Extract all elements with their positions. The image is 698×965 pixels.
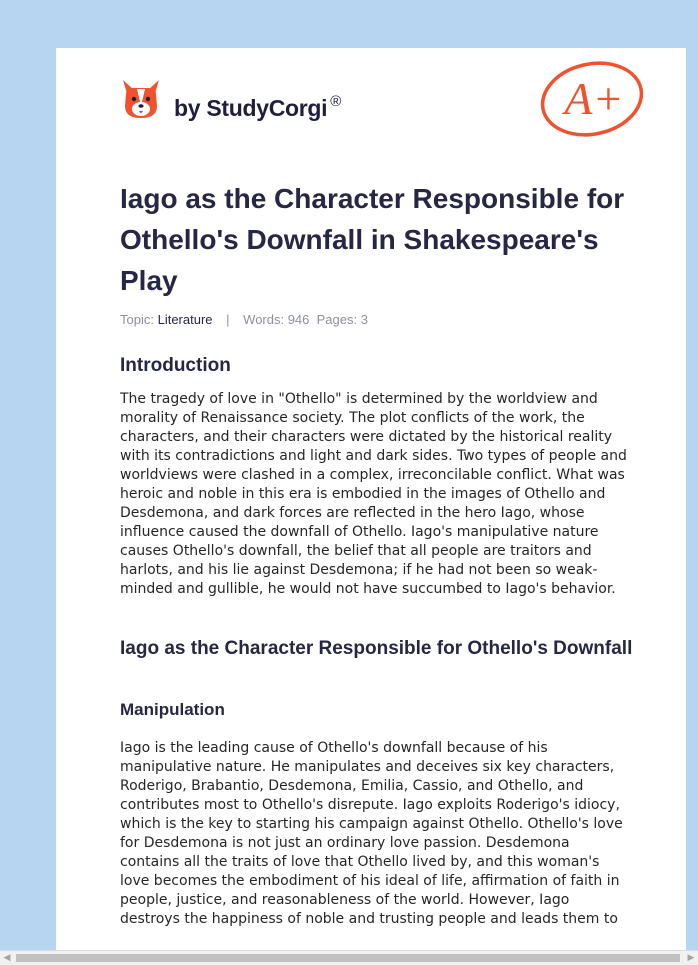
manipulation-paragraph: Iago is the leading cause of Othello's downfall because of his manipulative nature. He manipulates and deceives six key characters, Roderigo, Brabantio, Desdemona, Emilia, Cassio, and Othello, and contributes most to Othello's disrepute. Iago exploits Roderigo's idiocy, which is the key to starting his campaign against Othello. Othello's love for Desdemona is not just an ordinary love passion. Desdemona contains all the traits of love that Othello lived by, and this woman's love becomes the embodiment of his ideal of life, affirmation of faith in people, justice, and reasonableness of the world. However, Iago destroys the happiness of noble and trusting people and leads them to: [120, 740, 623, 927]
brand-text: by StudyCorgi: [174, 95, 328, 121]
horizontal-scrollbar[interactable]: [0, 950, 698, 965]
corgi-icon: [120, 76, 162, 120]
brand-name: [174, 93, 341, 122]
topic-label: Topic:: [120, 312, 154, 327]
topic-link[interactable]: Literature: [157, 312, 213, 327]
word-count: Words: 946: [243, 312, 310, 327]
section-heading-iago: Iago as the Character Responsible for Othello's Downfall: [120, 638, 633, 659]
grade-text: A+: [564, 73, 624, 124]
introduction-heading: Introduction: [120, 355, 231, 376]
introduction-paragraph: The tragedy of love in "Othello" is determined by the worldview and morality of Renaissance society. The plot conflicts of the work, the characters, and their characters were dictated by the historical reality with its contradictions and light and dark sides. Two types of people and worldviews were clashed in a complex, irreconcilable conflict. What was heroic and noble in this era is embodied in the images of Othello and Desdemona, and dark forces are reflected in the hero Iago, whose influence caused the downfall of Othello. Iago's manipulative nature causes Othello's downfall, the belief that all people are traitors and harlots, and his lie against Desdemona; if he had not been so weak-minded and gullible, he would not have succumbed to Iago's behavior.: [120, 391, 627, 597]
scroll-left-arrow-icon[interactable]: ◀: [3, 953, 11, 963]
page-count: Pages: 3: [316, 312, 368, 327]
document-page: [56, 48, 686, 950]
page-title: Iago as the Character Responsible for Othello's Downfall in Shakespeare's Play: [120, 183, 625, 296]
scroll-right-arrow-icon[interactable]: ▶: [687, 953, 695, 963]
document-meta: [120, 312, 368, 327]
registered-mark: ®: [330, 93, 342, 110]
a-plus-grade-badge: [538, 58, 648, 140]
scrollbar-thumb[interactable]: [16, 954, 680, 962]
meta-separator: |: [226, 312, 230, 327]
manipulation-heading: Manipulation: [120, 700, 225, 719]
studycorgi-logo[interactable]: [120, 76, 400, 126]
